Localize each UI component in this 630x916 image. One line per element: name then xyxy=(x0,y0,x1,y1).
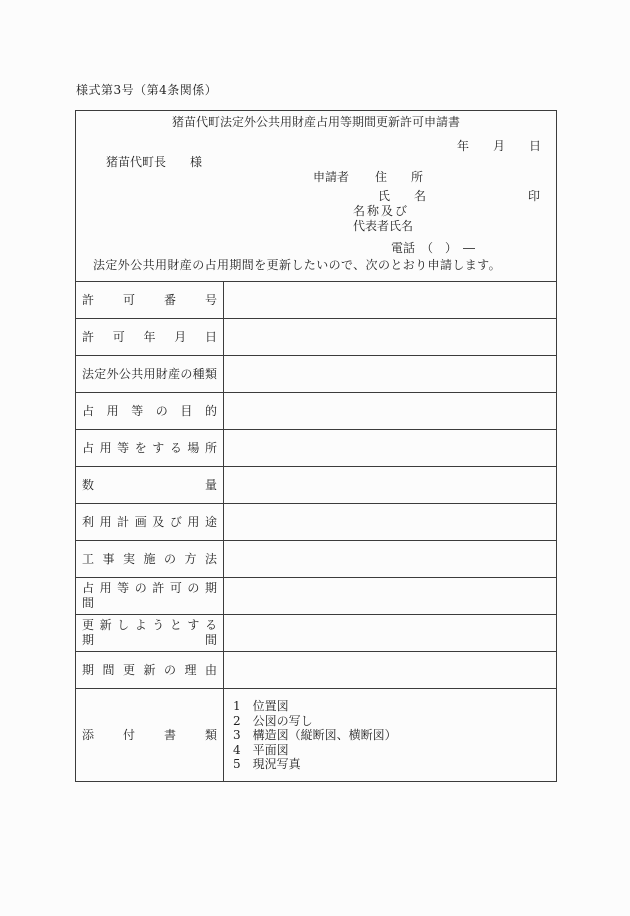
permitted-period-value-cell xyxy=(224,578,556,614)
use-plan-value-cell xyxy=(224,504,556,540)
attachment-item-site-photo: 5 現況写真 xyxy=(233,757,301,771)
row-label-cell xyxy=(76,652,224,688)
address-label: 住 所 xyxy=(375,170,424,184)
row-label: 占 用 等 の 目 的 xyxy=(82,403,217,418)
row-label: 許 可 年 月 日 xyxy=(82,329,217,344)
form-title: 猪苗代町法定外公共用財産占用等期間更新許可申請書 xyxy=(171,115,460,129)
table-row-occupation-purpose xyxy=(76,393,556,430)
renewal-reason-value-cell xyxy=(224,652,556,688)
renewal-period-value-cell xyxy=(224,615,556,651)
occupation-place-value-cell xyxy=(224,430,556,466)
table-row-property-type xyxy=(76,356,556,393)
permit-number-value-cell xyxy=(224,282,556,318)
row-label-cell xyxy=(76,430,224,466)
name-label: 氏 名 xyxy=(378,189,427,203)
row-label: 工 事 実 施 の 方 法 xyxy=(82,551,217,566)
table-row-occupation-place xyxy=(76,430,556,467)
table-row-attachments xyxy=(76,689,556,781)
table-row-permitted-period xyxy=(76,578,556,615)
form-number: 様式第3号（第4条関係） xyxy=(76,83,218,97)
attachment-item-plan-drawing: 4 平面図 xyxy=(233,742,289,757)
row-label: 添 付 書 類 xyxy=(82,727,217,742)
row-label-cell xyxy=(76,356,224,392)
row-label-cell xyxy=(76,319,224,355)
application-table xyxy=(76,282,556,781)
occupation-purpose-value-cell xyxy=(224,393,556,429)
table-row-permit-number xyxy=(76,282,556,319)
table-row-use-plan xyxy=(76,504,556,541)
construction-method-value-cell xyxy=(224,541,556,577)
applicant-label: 申請者 xyxy=(313,170,350,184)
org-name-label-line1: 名称及び xyxy=(353,204,410,218)
row-label: 数 量 xyxy=(82,477,217,492)
row-label-cell xyxy=(76,615,224,651)
quantity-value-cell xyxy=(224,467,556,503)
permit-date-value-cell xyxy=(224,319,556,355)
attachment-item-location-map: 1 位置図 xyxy=(233,699,289,713)
row-label: 許 可 番 号 xyxy=(82,292,217,307)
row-label-cell xyxy=(76,689,224,781)
row-label-cell xyxy=(76,467,224,503)
table-row-construction-method xyxy=(76,541,556,578)
applicant-name-line xyxy=(76,188,556,204)
table-row-renewal-period xyxy=(76,615,556,652)
row-label: 占 用 等 の 許 可 の 期 間 xyxy=(82,581,217,610)
addressee-line: 猪苗代町長 様 xyxy=(106,155,203,169)
seal-label: 印 xyxy=(527,189,540,203)
row-label-cell xyxy=(76,282,224,318)
row-label: 利 用 計 画 及 び 用 途 xyxy=(82,514,217,529)
property-type-value-cell xyxy=(224,356,556,392)
row-label-cell xyxy=(76,393,224,429)
row-label: 占 用 等 を す る 場 所 xyxy=(82,440,217,455)
table-row-quantity xyxy=(76,467,556,504)
attachment-item-structure-drawing: 3 構造図（縦断図、横断図） xyxy=(233,728,397,742)
org-name-label-line2: 代表者氏名 xyxy=(353,219,414,233)
row-label: 期 間 更 新 の 理 由 xyxy=(82,662,217,677)
application-form-box xyxy=(75,110,557,782)
row-label: 法定外公共用財産の種類 xyxy=(82,366,217,381)
applicant-address-line xyxy=(76,169,556,185)
row-label-cell xyxy=(76,541,224,577)
table-row-renewal-reason xyxy=(76,652,556,689)
row-label-cell xyxy=(76,504,224,540)
attachment-item-cadastral-copy: 2 公図の写し xyxy=(233,713,313,728)
declaration-text: 法定外公共用財産の占用期間を更新したいので、次のとおり申請します。 xyxy=(93,258,502,272)
row-label-cell xyxy=(76,578,224,614)
phone-line: 電話 （ ） ― xyxy=(391,241,476,255)
form-header xyxy=(76,111,556,282)
attachments-list xyxy=(224,689,556,781)
date-line: 年 月 日 xyxy=(456,139,541,153)
table-row-permit-date xyxy=(76,319,556,356)
row-label: 更 新 し よ う と す る 期 間 xyxy=(82,618,217,647)
